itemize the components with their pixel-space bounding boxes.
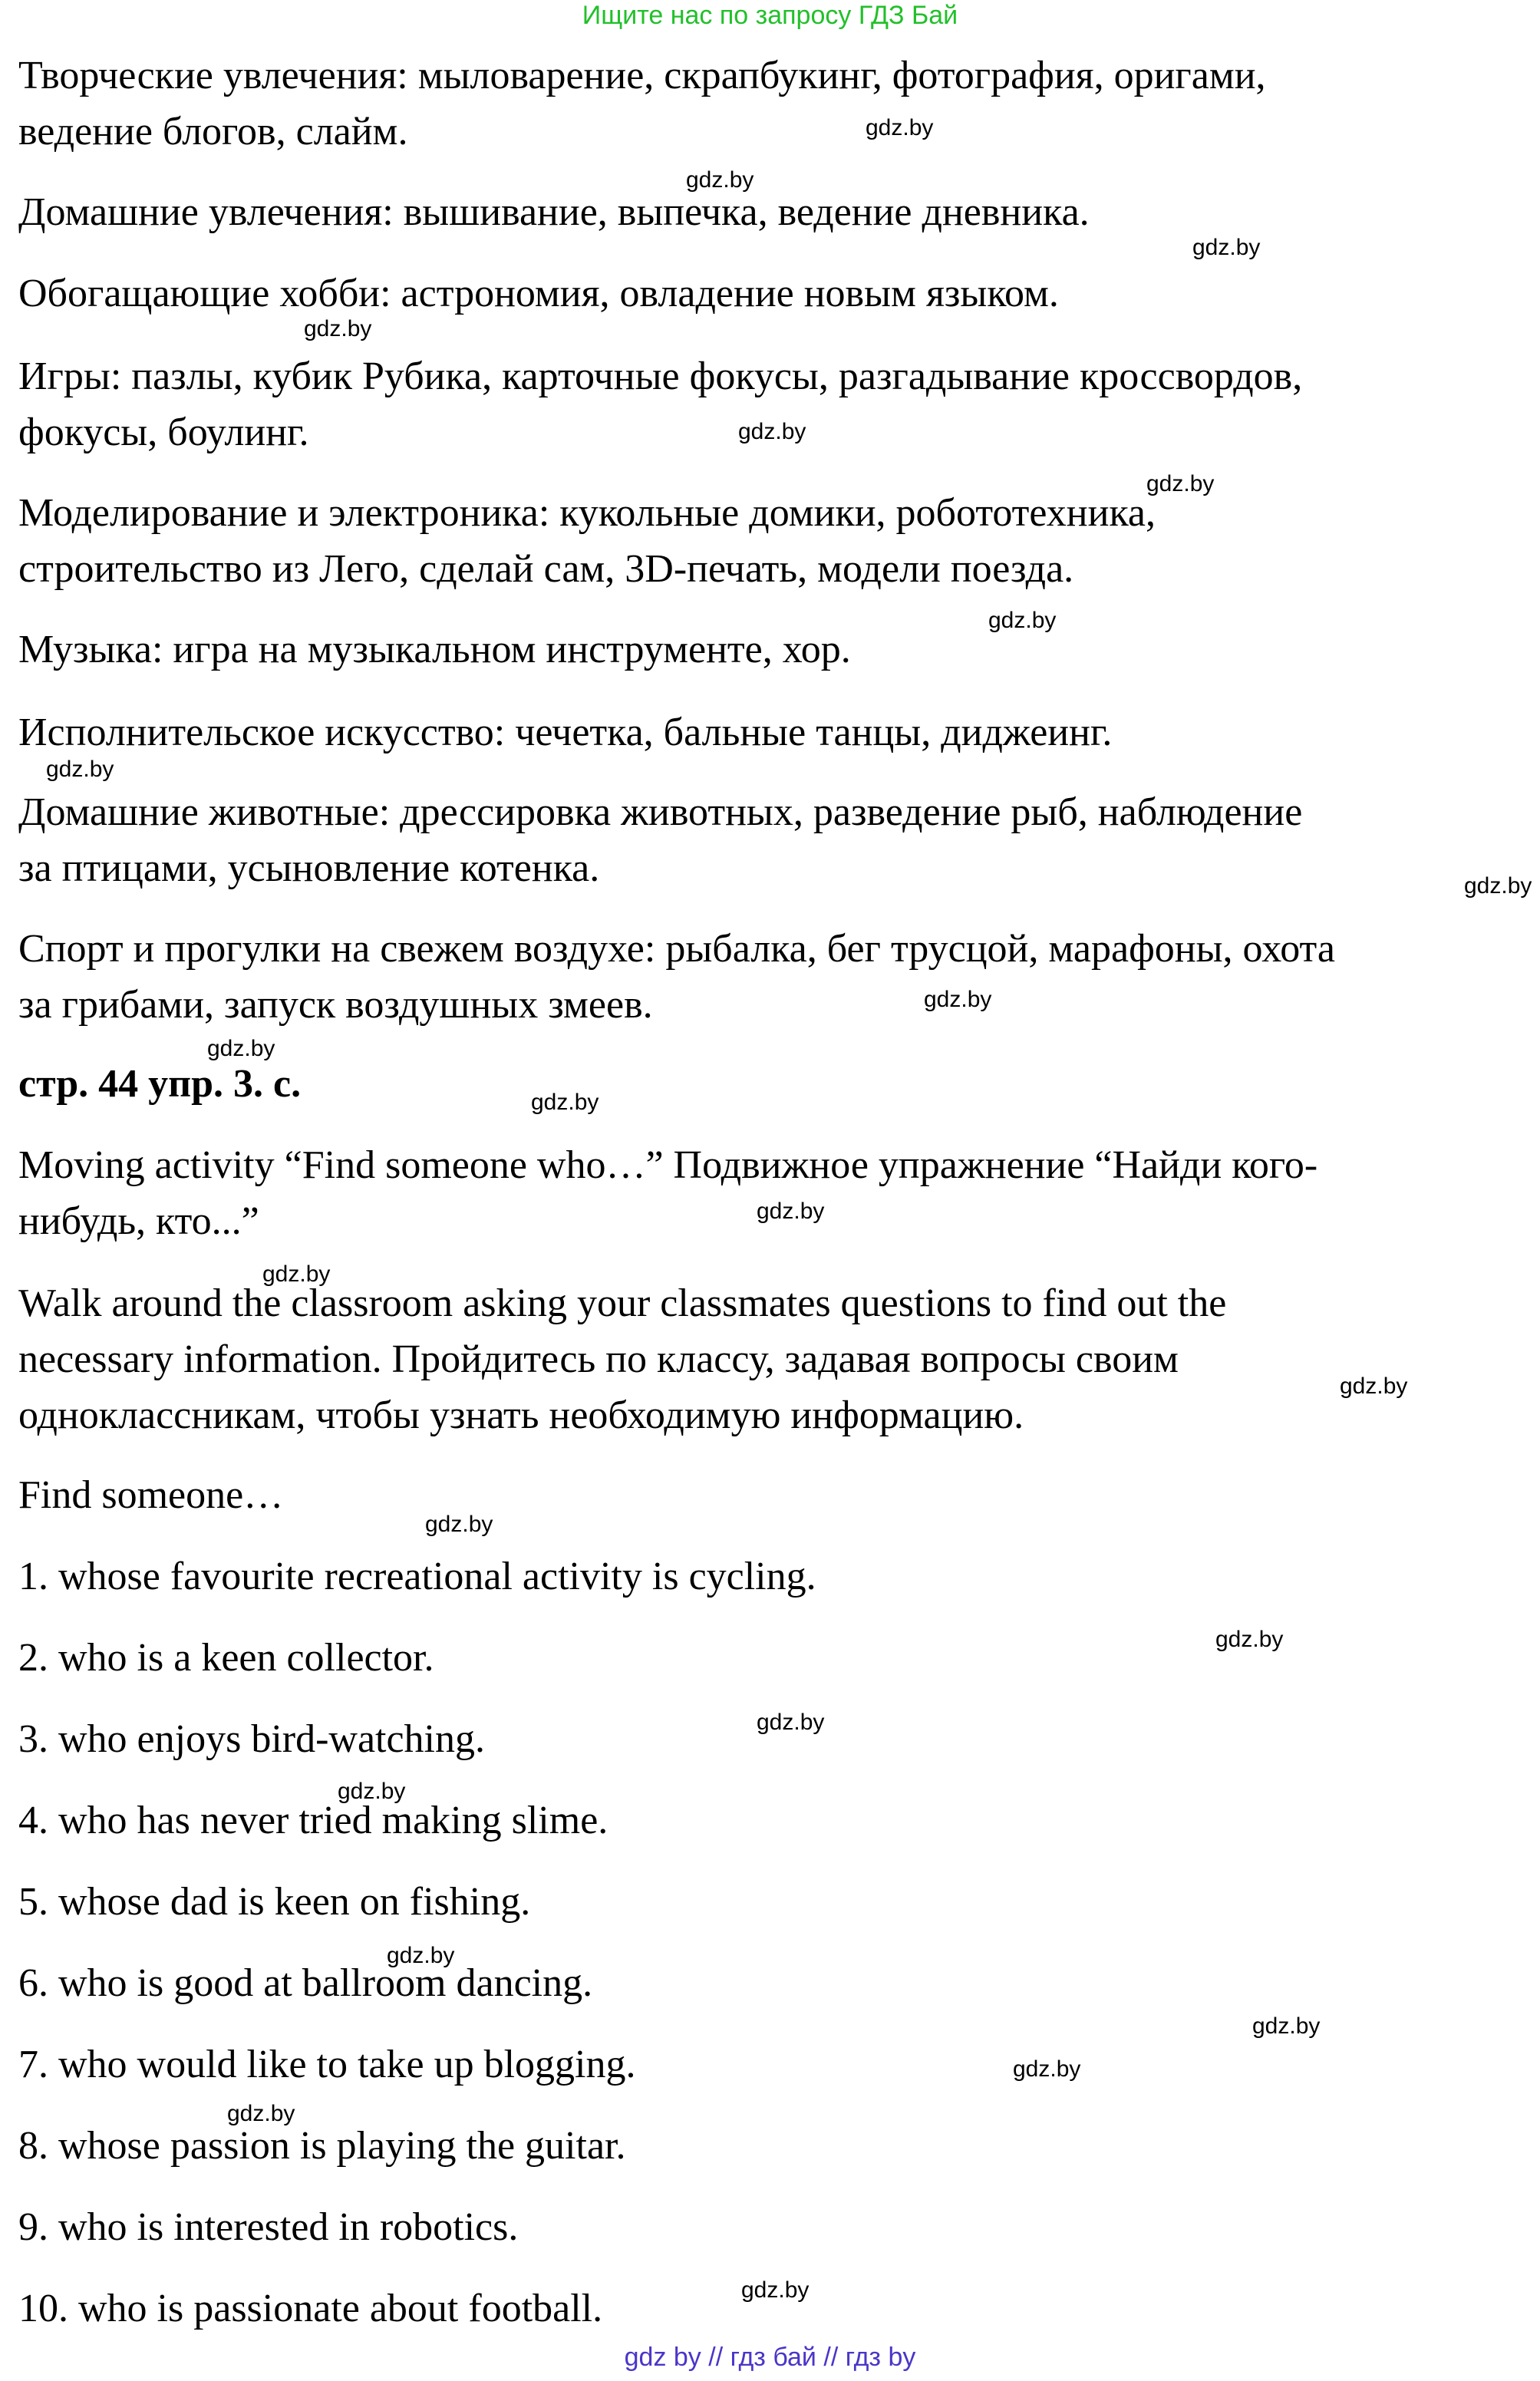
list-item: 7. who would like to take up blogging.	[18, 2043, 636, 2086]
bottom-banner: gdz by // гдз бай // гдз by	[624, 2343, 916, 2372]
watermark: gdz.by	[531, 1090, 599, 1115]
find-someone-prompt: Find someone…	[18, 1473, 284, 1517]
instruction	[18, 1275, 1522, 1443]
text-line: necessary information. Пройдитесь по классу, задавая вопросы своим	[18, 1337, 1179, 1381]
category-pets	[18, 784, 1522, 896]
category-enriching	[18, 265, 1522, 322]
watermark: gdz.by	[207, 1036, 275, 1061]
watermark: gdz.by	[227, 2101, 295, 2126]
text-line: ведение блогов, слайм.	[18, 110, 408, 153]
text-line: строительство из Лего, сделай сам, 3D-печать, модели поезда.	[18, 547, 1074, 591]
category-creative	[18, 48, 1522, 160]
text-line: Моделирование и электроника: кукольные домики, робототехника,	[18, 491, 1156, 535]
list-item: 4. who has never tried making slime.	[18, 1799, 608, 1842]
text-line: Домашние животные: дрессировка животных, разведение рыб, наблюдение	[18, 790, 1303, 834]
watermark: gdz.by	[738, 419, 806, 444]
category-music	[18, 622, 1522, 678]
watermark: gdz.by	[1146, 471, 1215, 496]
watermark: gdz.by	[757, 1199, 825, 1224]
list-item: 8. whose passion is playing the guitar.	[18, 2124, 626, 2168]
watermark: gdz.by	[1464, 873, 1532, 899]
text-line: Домашние увлечения: вышивание, выпечка, ведение дневника.	[18, 190, 1090, 234]
watermark: gdz.by	[988, 608, 1057, 633]
list-item: 1. whose favourite recreational activity is cycling.	[18, 1555, 816, 1598]
text-line: одноклассникам, чтобы узнать необходимую информацию.	[18, 1393, 1024, 1437]
list-item: 5. whose dad is keen on fishing.	[18, 1880, 531, 1924]
text-line: фокусы, боулинг.	[18, 411, 309, 454]
list-item: 2. who is a keen collector.	[18, 1636, 434, 1680]
text-line: Исполнительское искусство: чечетка, бальные танцы, диджеинг.	[18, 711, 1113, 754]
watermark: gdz.by	[757, 1710, 825, 1735]
list-item: 6. who is good at ballroom dancing.	[18, 1961, 593, 2005]
watermark: gdz.by	[1252, 2013, 1321, 2039]
watermark: gdz.by	[924, 987, 992, 1012]
category-sport	[18, 921, 1522, 1033]
text-line: нибудь, кто...”	[18, 1199, 259, 1243]
activity-title	[18, 1137, 1522, 1249]
watermark: gdz.by	[866, 115, 934, 140]
text-line: Обогащающие хобби: астрономия, овладение новым языком.	[18, 272, 1059, 315]
watermark: gdz.by	[741, 2277, 810, 2303]
category-modelling	[18, 485, 1522, 597]
text-line: Музыка: игра на музыкальном инструменте, хор.	[18, 628, 851, 671]
list-item: 10. who is passionate about football.	[18, 2287, 603, 2330]
category-home	[18, 184, 1522, 240]
list-item: 9. who is interested in robotics.	[18, 2205, 519, 2249]
watermark: gdz.by	[1215, 1627, 1284, 1652]
watermark: gdz.by	[338, 1779, 406, 1804]
watermark: gdz.by	[262, 1261, 331, 1287]
watermark: gdz.by	[1192, 235, 1261, 260]
text-line: за птицами, усыновление котенка.	[18, 846, 600, 890]
text-line: Walk around the classroom asking your classmates questions to find out the	[18, 1281, 1227, 1325]
text-line: Творческие увлечения: мыловарение, скрапбукинг, фотография, оригами,	[18, 54, 1266, 97]
watermark: gdz.by	[304, 316, 372, 341]
text-line: Спорт и прогулки на свежем воздухе: рыбалка, бег трусцой, марафоны, охота	[18, 927, 1335, 971]
text-line: Игры: пазлы, кубик Рубика, карточные фокусы, разгадывание кроссвордов,	[18, 355, 1303, 398]
watermark: gdz.by	[425, 1512, 493, 1537]
text-line: Moving activity “Find someone who…” Подвижное упражнение “Найди кого-	[18, 1143, 1318, 1187]
exercise-heading: стр. 44 упр. 3. с.	[18, 1062, 302, 1106]
watermark: gdz.by	[686, 167, 754, 193]
category-performing	[18, 704, 1522, 760]
watermark: gdz.by	[387, 1943, 455, 1968]
watermark: gdz.by	[1013, 2056, 1081, 2082]
top-banner: Ищите нас по запросу ГДЗ Бай	[582, 1, 958, 30]
watermark: gdz.by	[46, 757, 114, 782]
watermark: gdz.by	[1340, 1374, 1408, 1399]
text-line: за грибами, запуск воздушных змеев.	[18, 983, 653, 1027]
list-item: 3. who enjoys bird-watching.	[18, 1717, 486, 1761]
